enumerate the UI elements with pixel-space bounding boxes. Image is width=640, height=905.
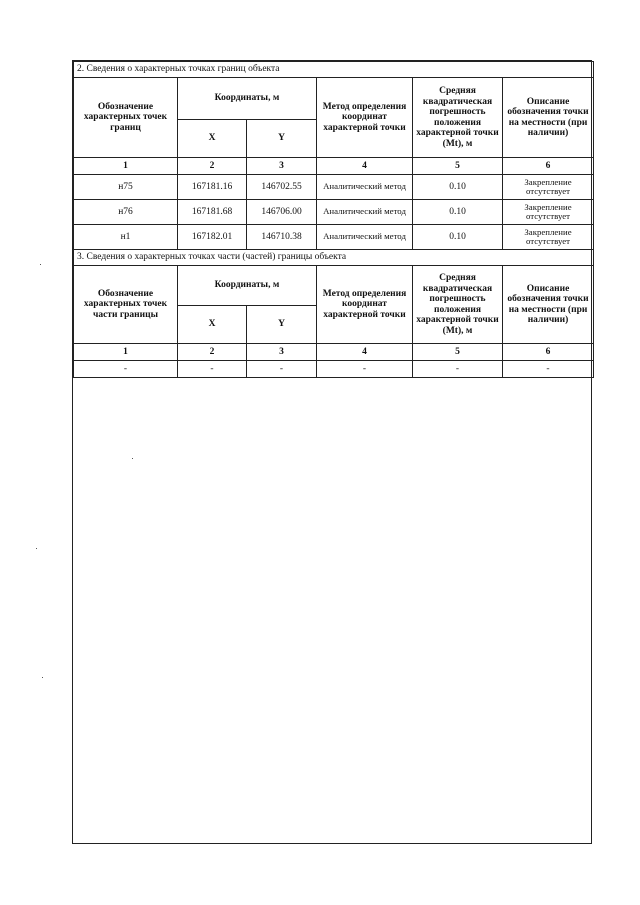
empty-cell: -	[247, 361, 317, 378]
scan-speck	[42, 677, 43, 678]
header-y: Y	[247, 120, 317, 158]
empty-cell: -	[178, 361, 247, 378]
col-number: 1	[74, 158, 178, 175]
method: Аналитический метод	[317, 225, 413, 250]
col-number: 1	[74, 344, 178, 361]
coord-y: 146702.55	[247, 175, 317, 200]
error-value: 0.10	[413, 175, 503, 200]
scan-speck	[40, 264, 41, 265]
table-row	[74, 200, 594, 225]
col-number: 4	[317, 344, 413, 361]
error-value: 0.10	[413, 200, 503, 225]
col-number: 6	[503, 158, 594, 175]
header-error: Средняя квадратическая погрешность положения характерной точки (Mt), м	[413, 266, 503, 344]
method: Аналитический метод	[317, 175, 413, 200]
section2-title: 2. Сведения о характерных точках границ объекта	[74, 62, 594, 78]
coord-x: 167181.68	[178, 200, 247, 225]
header-x: X	[178, 306, 247, 344]
col-number: 3	[247, 344, 317, 361]
empty-cell: -	[317, 361, 413, 378]
header-y: Y	[247, 306, 317, 344]
header-designation: Обозначение характерных точек части границы	[74, 266, 178, 344]
col-number: 5	[413, 158, 503, 175]
coord-y: 146710.38	[247, 225, 317, 250]
point-name: н76	[74, 200, 178, 225]
error-value: 0.10	[413, 225, 503, 250]
description: Закрепление отсутствует	[503, 225, 594, 250]
empty-cell: -	[74, 361, 178, 378]
col-number: 2	[178, 344, 247, 361]
description: Закрепление отсутствует	[503, 200, 594, 225]
point-name: н1	[74, 225, 178, 250]
scan-speck	[36, 548, 37, 549]
empty-cell: -	[413, 361, 503, 378]
point-name: н75	[74, 175, 178, 200]
header-coordinates: Координаты, м	[178, 78, 317, 120]
section3-title: 3. Сведения о характерных точках части (частей) границы объекта	[74, 250, 594, 266]
header-error: Средняя квадратическая погрешность положения характерной точки (Mt), м	[413, 78, 503, 158]
col-number: 3	[247, 158, 317, 175]
table-row	[74, 175, 594, 200]
header-method: Метод определения координат характерной точки	[317, 266, 413, 344]
header-method: Метод определения координат характерной точки	[317, 78, 413, 158]
header-coordinates: Координаты, м	[178, 266, 317, 306]
col-number: 6	[503, 344, 594, 361]
coord-y: 146706.00	[247, 200, 317, 225]
header-x: X	[178, 120, 247, 158]
col-number: 2	[178, 158, 247, 175]
table-row	[74, 361, 594, 378]
table-row	[74, 225, 594, 250]
header-description: Описание обозначения точки на местности (при наличии)	[503, 266, 594, 344]
col-number: 5	[413, 344, 503, 361]
method: Аналитический метод	[317, 200, 413, 225]
document-frame	[72, 60, 592, 844]
empty-cell: -	[503, 361, 594, 378]
coord-x: 167182.01	[178, 225, 247, 250]
description: Закрепление отсутствует	[503, 175, 594, 200]
scan-speck	[132, 458, 133, 459]
header-description: Описание обозначения точки на местности (при наличии)	[503, 78, 594, 158]
header-designation: Обозначение характерных точек границ	[74, 78, 178, 158]
col-number: 4	[317, 158, 413, 175]
coord-x: 167181.16	[178, 175, 247, 200]
points-table	[73, 61, 594, 378]
